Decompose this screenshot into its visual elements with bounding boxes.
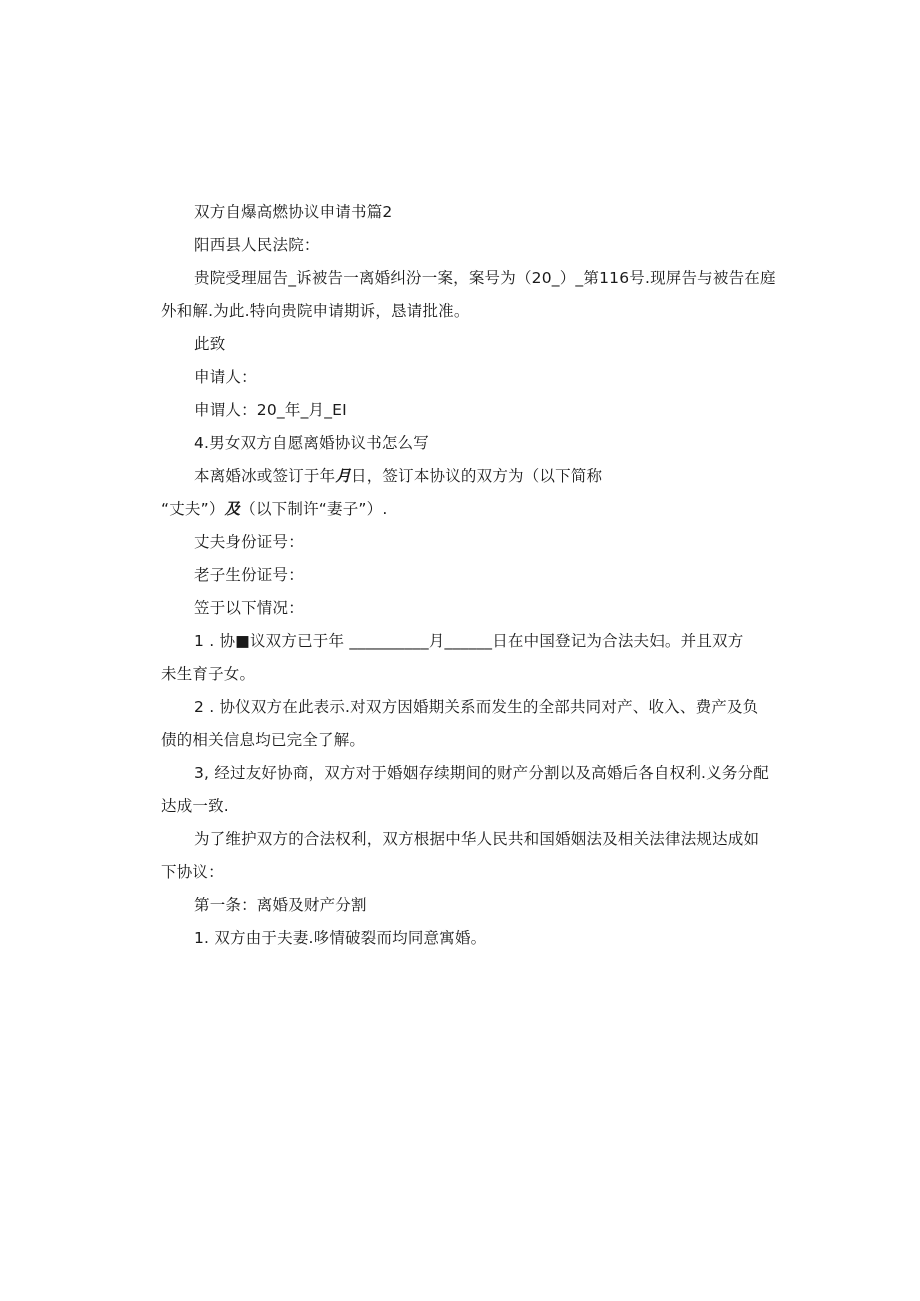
intro-month-mark: 月 <box>335 467 352 485</box>
item-1-line-2: 未生育子女。 <box>161 665 256 683</box>
husband-id-line: 丈夫身份证号： <box>194 533 304 551</box>
intro-and-mark: 及 <box>224 500 241 518</box>
petition-line-2: 外和解.为此.特向贵院申请期诉，恳请批准。 <box>161 302 470 320</box>
section-title: 4.男女双方自愿离婚协议书怎么写 <box>194 434 429 452</box>
court-addressee: 阳西县人民法院： <box>194 236 320 254</box>
item-2-line-2: 债的相关信息均已完全了解。 <box>161 731 366 749</box>
item-3-line-1: 3, 经过友好协商，双方对于婚姻存续期间的财产分割以及高婚后各自权利.义务分配 <box>194 764 769 782</box>
item-2-line-1: 2 . 协仪双方在此表示.对双方因婚期关系而发生的全部共同对产、收入、费产及负 <box>194 698 759 716</box>
intro-line-1 <box>194 466 602 486</box>
closing-salutation: 此致 <box>194 335 226 353</box>
intro-line-2-post: （以下制许“妻子”）. <box>240 500 388 518</box>
item-1-line-1: 1 . 协■议双方已于年 __________月______日在中国登记为合法夫妇。并且双方 <box>194 632 744 650</box>
purpose-line-1: 为了维护双方的合法权利，双方根据中华人民共和国婚姻法及相关法律法规达成如 <box>194 830 760 848</box>
intro-line-1-post: 日，签订本协议的双方为（以下简称 <box>351 467 603 485</box>
clause-1: 1. 双方由于夫妻.哆情破裂而均同意寓婚。 <box>194 929 487 947</box>
petition-line-1: 贵院受理屈告_诉被告一离婚纠汾一案，案号为（20_）_第116号.现屏告与被告在庭 <box>194 269 776 287</box>
purpose-line-2: 下协议： <box>161 863 224 881</box>
intro-line-2-pre: “丈夫”） <box>161 500 225 518</box>
intro-line-1-pre: 本离婚冰或签订于年 <box>194 467 336 485</box>
applicant-date-line: 申谓人：20_年_月_EI <box>194 401 347 419</box>
intro-line-2 <box>161 499 387 519</box>
document-title: 双方自爆高燃协议申请书篇2 <box>194 203 393 221</box>
applicant-line: 申请人： <box>194 368 257 386</box>
wife-id-line: 老子生份证号： <box>194 566 304 584</box>
article-1-heading: 第一条：离婚及财产分割 <box>194 896 367 914</box>
item-3-line-2: 达成一致. <box>161 797 229 815</box>
situation-heading: 笠于以下情况： <box>194 599 304 617</box>
